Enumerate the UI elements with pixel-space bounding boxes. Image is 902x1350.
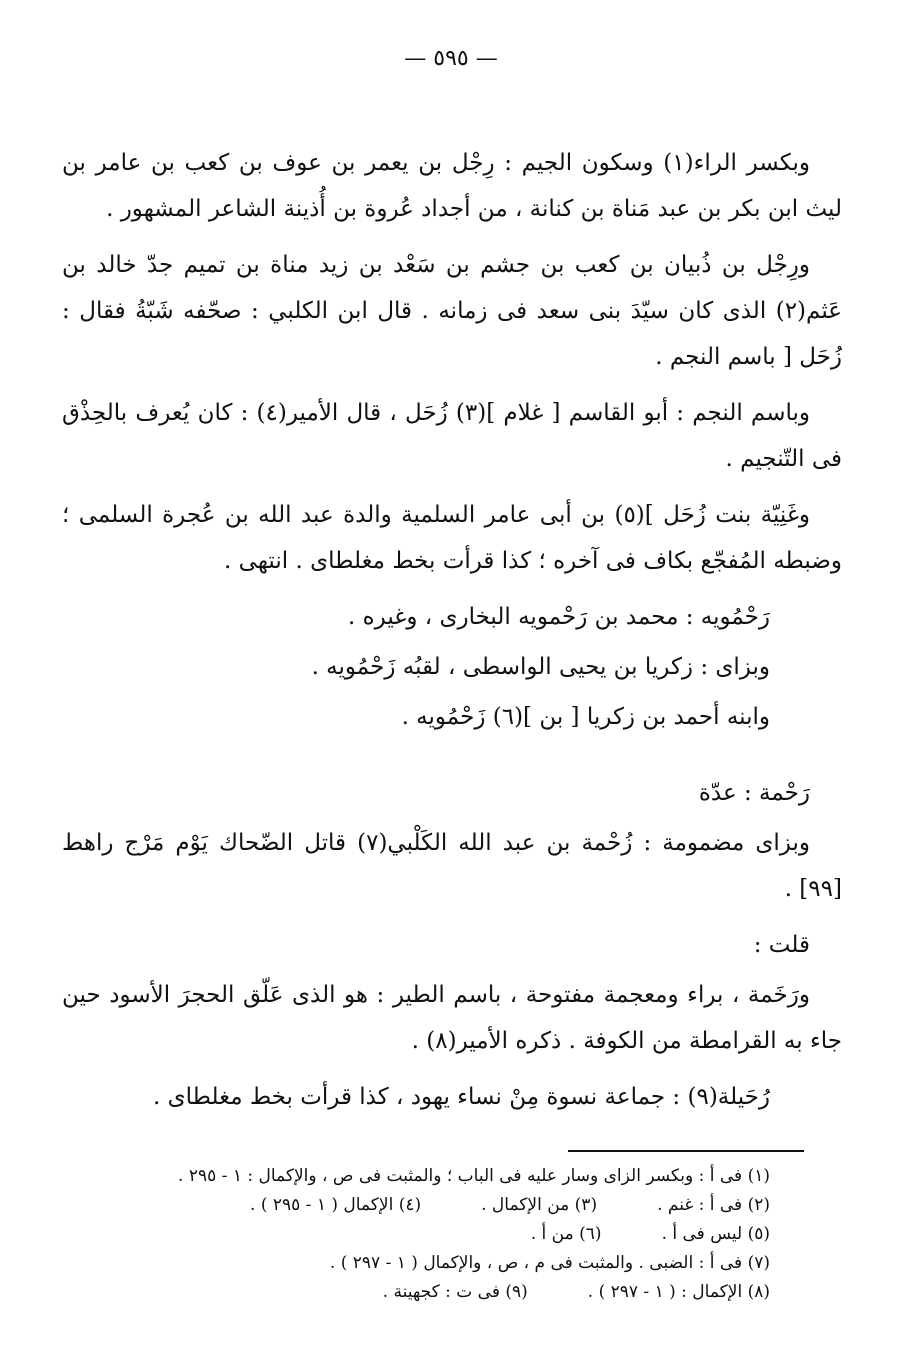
footnote-8: (٨) الإكمال : ( ١ - ٢٩٧ ) . bbox=[587, 1282, 770, 1302]
qultu-label: قلت : bbox=[753, 932, 810, 958]
line-zakariya: وبزاى : زكريا بن يحيى الواسطى ، لقبُه زَحْمُويه . bbox=[311, 654, 770, 680]
main-text bbox=[62, 140, 842, 1124]
footnote-6: (٦) من أ . bbox=[530, 1224, 602, 1244]
footnote-5: (٥) ليس فى أ . bbox=[661, 1224, 770, 1244]
spacer bbox=[62, 744, 842, 770]
footnote-9: (٩) فى ت : كجهينة . bbox=[382, 1282, 528, 1302]
paragraph-ghaniyya: وغَنِيّة بنت زُحَل ](٥) بن أبى عامر السلمية والدة عبد الله بن عُجرة السلمى ؛ وضبطه المُفجّع بكاف فى آخره ؛ كذا قرأت بخط مغلطاى . انتهى . bbox=[62, 502, 842, 574]
footnote-4: (٤) الإكمال ( ١ - ٢٩٥ ) . bbox=[250, 1195, 422, 1215]
footnote-row bbox=[80, 1162, 770, 1191]
line-rahmuwayh: رَحْمُويه : محمد بن رَحْمويه البخارى ، وغيره . bbox=[347, 604, 770, 630]
paragraph-abu-alqasim: وباسم النجم : أبو القاسم [ غلام ](٣) زُحَل ، قال الأمير(٤) : كان يُعرف بالحِذْق فى التّنجيم . bbox=[62, 400, 842, 472]
paragraph-rijl-yamur: وبكسر الراء(١) وسكون الجيم : رِجْل بن يعمر بن عوف بن كعب بن عامر بن ليث ابن بكر بن عبد مَناة بن كنانة ، من أجداد عُروة بن أُذينة الشاعر المشهور . bbox=[62, 150, 842, 222]
paragraph-rakhma: ورَخَمة ، براء ومعجمة مفتوحة ، باسم الطير : هو الذى عَلّق الحجرَ الأسود حين جاء به القرامطة من الكوفة . ذكره الأمير(٨) . bbox=[62, 982, 842, 1054]
line-ahmad: وابنه أحمد بن زكريا [ بن ](٦) زَحْمُويه . bbox=[401, 704, 770, 730]
footnote-row bbox=[80, 1191, 770, 1220]
footnote-7: (٧) فى أ : الضبى . والمثبت فى م ، ص ، والإكمال ( ١ - ٢٩٧ ) . bbox=[329, 1253, 770, 1273]
paragraph-rijl-dhubyan: ورِجْل بن ذُبيان بن كعب بن جشم بن سَعْد بن زيد مناة بن تميم جدّ خالد بن عَثم(٢) الذى كان سيّدَ بنى سعد فى زمانه . قال ابن الكلبي : صحّفه شَبّةُ فقال : زُحَل [ باسم النجم . bbox=[62, 252, 842, 370]
footnote-1: (١) فى أ : وبكسر الزاى وسار عليه فى الباب ؛ والمثبت فى ص ، والإكمال : ١ - ٢٩٥ . bbox=[178, 1166, 770, 1186]
page-number: — ٥٩٥ — bbox=[404, 46, 498, 71]
entry-heading-rahma: رَحْمة : عدّة bbox=[698, 780, 810, 806]
footnote-row bbox=[80, 1249, 770, 1278]
paragraph-ruhayla: رُحَيلة(٩) : جماعة نسوة مِنْ نساء يهود ، كذا قرأت بخط مغلطاى . bbox=[153, 1084, 770, 1110]
footnote-3: (٣) من الإكمال . bbox=[481, 1195, 598, 1215]
footnote-row bbox=[80, 1220, 770, 1249]
footnotes bbox=[80, 1162, 770, 1307]
footnote-2: (٢) فى أ : غنم . bbox=[657, 1195, 770, 1215]
footnote-divider bbox=[568, 1150, 804, 1152]
footnote-row bbox=[80, 1278, 770, 1307]
paragraph-zuhma: وبزاى مضمومة : زُحْمة بن عبد الله الكَلْبي(٧) قاتل الضّحاك يَوْم مَرْج راهط [٩٩] . bbox=[62, 830, 842, 902]
